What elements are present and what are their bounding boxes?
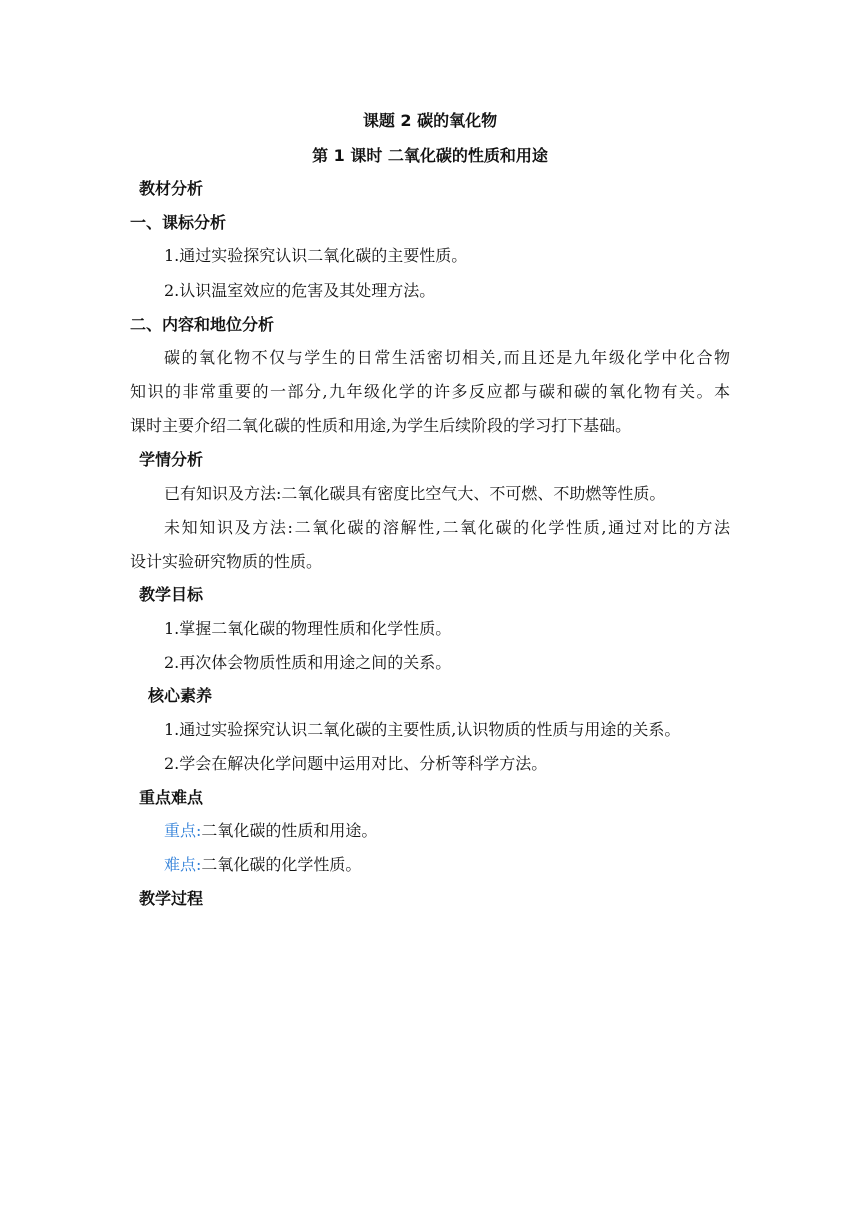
curriculum-item-1: 1.通过实验探究认识二氧化碳的主要性质。 [164,246,468,265]
section-heading-objectives: 教学目标 [139,585,204,604]
lesson-title: 第 1 课时 二氧化碳的性质和用途 [312,146,548,165]
objective-item-1: 1.掌握二氧化碳的物理性质和化学性质。 [164,619,452,638]
topic-title: 课题 2 碳的氧化物 [362,111,498,130]
content-paragraph-line-2: 知识的非常重要的一部分,九年级化学的许多反应都与碳和碳的氧化物有关。本 [130,382,730,401]
learner-unknown-line-1: 未知知识及方法:二氧化碳的溶解性,二氧化碳的化学性质,通过对比的方法 [164,518,730,537]
objective-item-2: 2.再次体会物质性质和用途之间的关系。 [164,653,452,672]
section-heading-process: 教学过程 [139,889,204,908]
difficult-point-line [164,854,361,876]
key-point-text: 二氧化碳的性质和用途。 [201,821,378,840]
section-heading-core-literacy: 核心素养 [148,686,213,705]
learner-unknown-line-2: 设计实验研究物质的性质。 [130,552,323,571]
section-heading-key-points: 重点难点 [139,788,204,807]
subsection-heading-content: 二、内容和地位分析 [130,315,275,334]
core-literacy-item-2: 2.学会在解决化学问题中运用对比、分析等科学方法。 [164,754,548,773]
key-point-label: 重点: [164,821,202,840]
difficult-point-text: 二氧化碳的化学性质。 [201,855,362,874]
section-heading-learner-analysis: 学情分析 [139,450,204,469]
difficult-point-label: 难点: [164,855,202,874]
learner-known: 已有知识及方法:二氧化碳具有密度比空气大、不可燃、不助燃等性质。 [164,484,666,503]
subsection-heading-curriculum: 一、课标分析 [130,213,227,232]
core-literacy-item-1: 1.通过实验探究认识二氧化碳的主要性质,认识物质的性质与用途的关系。 [164,720,681,739]
key-point-line [164,820,377,842]
section-heading-textbook-analysis: 教材分析 [139,179,204,198]
content-paragraph-line-1: 碳的氧化物不仅与学生的日常生活密切相关,而且还是九年级化学中化合物 [164,348,730,367]
content-paragraph-line-3: 课时主要介绍二氧化碳的性质和用途,为学生后续阶段的学习打下基础。 [130,416,632,435]
curriculum-item-2: 2.认识温室效应的危害及其处理方法。 [164,281,436,300]
